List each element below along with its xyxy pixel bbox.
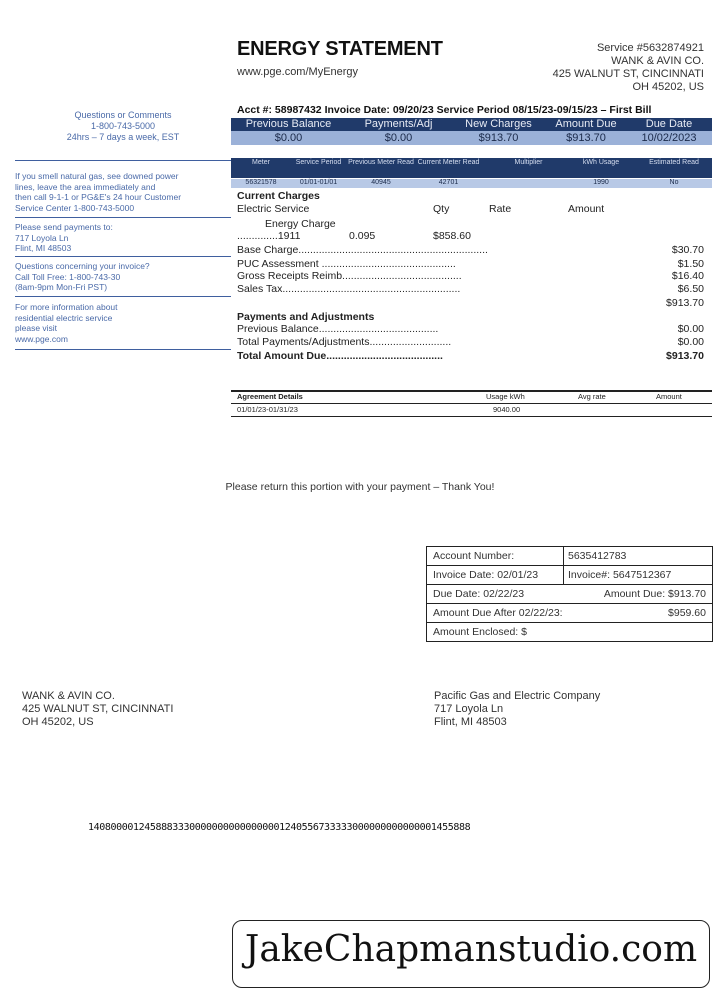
to-line-3: Flint, MI 48503: [434, 716, 507, 728]
divider: [15, 217, 231, 218]
meter-hdr: Current Meter Read: [417, 159, 480, 166]
from-line-1: WANK & AVIN CO.: [22, 690, 115, 702]
val-amount-due: $913.70: [566, 132, 606, 144]
website-url[interactable]: www.pge.com/MyEnergy: [237, 66, 359, 78]
sales-tax-label: Sales Tax.............................................................: [237, 283, 461, 295]
charges-section: [231, 190, 712, 365]
qty-header: Qty: [433, 203, 450, 215]
divider: [15, 160, 231, 161]
agreement-usage: 9040.00: [493, 405, 521, 414]
subtotal-amount: $913.70: [666, 297, 704, 309]
info-link[interactable]: www.pge.com: [15, 333, 68, 344]
cell-divider: [563, 547, 564, 565]
summary-values: [231, 131, 712, 145]
agreement-hdr-usage: Usage kWh: [486, 392, 525, 401]
meter-hdr: Service Period: [295, 159, 342, 166]
energy-charge-rate: 0.095: [349, 230, 376, 242]
service-number: Service #5632874921: [596, 42, 704, 54]
val-payments: $0.00: [384, 132, 413, 144]
puc-amount: $1.50: [677, 258, 704, 270]
payment-stub-table: [426, 546, 713, 642]
agreement-hdr-amount: Amount: [656, 392, 682, 401]
pay-line-2: 717 Loyola Ln: [15, 232, 69, 243]
meter-header: [231, 158, 712, 178]
agreement-period: 01/01/23-01/31/23: [237, 405, 298, 414]
stub-row-after: [427, 604, 712, 623]
hdr-amount-due: Amount Due: [555, 118, 617, 130]
gas-line-4: Service Center 1-800-743-5000: [15, 202, 135, 213]
energy-charge-amount: $858.60: [433, 230, 471, 242]
from-line-2: 425 WALNUT ST, CINCINNATI: [22, 703, 174, 715]
from-line-3: OH 45202, US: [22, 716, 94, 728]
customer-mailing-address: [22, 690, 173, 729]
divider: [231, 416, 712, 417]
stub-amount-enclosed[interactable]: Amount Enclosed: $: [433, 626, 527, 638]
questions-block: [15, 110, 231, 143]
payments-adjustments-title: Payments and Adjustments: [237, 311, 375, 323]
divider: [231, 403, 712, 404]
total-due-label: Total Amount Due........................................: [237, 350, 443, 362]
val-due-date: 10/02/2023: [641, 132, 697, 144]
meter-hdr: kWh Usage: [582, 159, 620, 166]
customer-city: OH 45202, US: [632, 81, 704, 93]
agreement-row: [231, 405, 712, 415]
gas-line-3: then call 9-1-1 or PG&E's 24 hour Customer: [15, 192, 182, 202]
to-line-1: Pacific Gas and Electric Company: [434, 690, 601, 702]
questions-title: Questions or Comments: [74, 110, 172, 120]
previous-balance-amount: $0.00: [677, 323, 704, 335]
gross-receipts-amount: $16.40: [671, 270, 704, 282]
meter-val: 01/01-01/01: [299, 179, 338, 186]
info-line-2: residential electric service: [15, 312, 113, 323]
hdr-due-date: Due Date: [645, 118, 693, 130]
total-payments-amount: $0.00: [677, 336, 704, 348]
energy-charge-label: Energy Charge: [265, 218, 336, 230]
hdr-new-charges: New Charges: [465, 118, 532, 130]
stub-row-account: [427, 547, 712, 566]
rate-header: Rate: [489, 203, 512, 215]
stub-account-label: Account Number:: [433, 550, 515, 562]
sales-tax-amount: $6.50: [677, 283, 704, 295]
statement-title: ENERGY STATEMENT: [237, 38, 443, 60]
info-line-1: For more information about: [15, 302, 118, 312]
agreement-hdr-details: Agreement Details: [237, 392, 303, 401]
meter-val: 56321578: [245, 179, 277, 186]
stub-row-invoice: [427, 566, 712, 585]
meter-val: No: [669, 179, 679, 186]
puc-label: PUC Assessment ..............................................: [237, 258, 456, 270]
gas-line-2: lines, leave the area immediately and: [15, 181, 156, 192]
invoice-questions-note: [15, 261, 231, 293]
stub-invoice-date: Invoice Date: 02/01/23: [433, 569, 539, 581]
watermark-text: JakeChapmanstudio.com: [244, 929, 698, 970]
meter-values: [231, 179, 712, 188]
to-line-2: 717 Loyola Ln: [434, 703, 504, 715]
base-charge-amount: $30.70: [671, 244, 704, 256]
inv-line-2: Call Toll Free: 1-800-743-30: [15, 271, 121, 282]
val-new-charges: $913.70: [478, 132, 519, 144]
gross-receipts-label: Gross Receipts Reimb.........................................: [237, 270, 462, 282]
meter-val: 1990: [593, 179, 609, 186]
previous-balance-label: Previous Balance.........................................: [237, 323, 439, 335]
stub-due-date: Due Date: 02/22/23: [433, 588, 525, 600]
more-info-note: [15, 302, 231, 344]
stub-account-value: 5635412783: [568, 550, 627, 562]
stub-amount-due: Amount Due: $913.70: [603, 588, 706, 600]
meter-val: 42701: [438, 179, 459, 186]
total-due-amount: $913.70: [666, 350, 704, 362]
account-info-line: Acct #: 58987432 Invoice Date: 09/20/23 Service Period 08/15/23-09/15/23 – First Bill: [237, 104, 652, 116]
current-charges-title: Current Charges: [237, 190, 320, 202]
inv-line-3: (8am-9pm Mon-Fri PST): [15, 282, 108, 292]
watermark-box: [232, 920, 710, 988]
service-address-block: [553, 42, 704, 94]
questions-hours: 24hrs – 7 days a week, EST: [66, 132, 180, 142]
energy-charge-qty: ..............1911: [237, 230, 301, 242]
agreement-hdr-rate: Avg rate: [578, 392, 606, 401]
divider: [15, 296, 231, 297]
return-portion-note: Please return this portion with your payment – Thank You!: [225, 481, 495, 493]
meter-hdr: Multiplier: [514, 159, 543, 166]
base-charge-label: Base Charge.................................................................: [237, 244, 488, 256]
info-line-3: please visit: [15, 323, 58, 333]
meter-val: 40945: [371, 179, 391, 186]
pay-line-3: Flint, MI 48503: [15, 243, 72, 253]
meter-hdr: Estimated Read: [649, 159, 699, 166]
customer-name: WANK & AVIN CO.: [611, 55, 704, 67]
remit-to-address: [434, 690, 600, 729]
hdr-payments: Payments/Adj: [364, 118, 433, 130]
cell-divider: [563, 566, 564, 584]
total-payments-label: Total Payments/Adjustments............................: [237, 336, 452, 348]
stub-invoice-number: Invoice#: 5647512367: [568, 569, 672, 581]
meter-hdr: Meter: [252, 159, 270, 166]
stub-row-enclosed[interactable]: [427, 623, 712, 641]
customer-street: 425 WALNUT ST, CINCINNATI: [552, 68, 704, 80]
stub-late-amount: $959.60: [668, 607, 706, 619]
ocr-scan-line: 14080000124588833300000000000000001240556733333000000000000001455888: [88, 822, 471, 833]
meter-hdr: Previous Meter Read: [348, 159, 414, 166]
questions-phone: 1-800-743-5000: [90, 121, 156, 131]
payment-address-note: [15, 222, 231, 254]
divider: [15, 349, 231, 350]
pay-line-1: Please send payments to:: [15, 222, 113, 232]
inv-line-1: Questions concerning your invoice?: [15, 261, 150, 271]
gas-safety-note: [15, 171, 231, 213]
divider: [15, 256, 231, 257]
electric-service-label: Electric Service: [237, 203, 310, 215]
hdr-previous-balance: Previous Balance: [245, 118, 332, 130]
amount-header: Amount: [568, 203, 605, 215]
summary-header: [231, 118, 712, 131]
stub-row-due: [427, 585, 712, 604]
gas-line-1: If you smell natural gas, see downed power: [15, 171, 179, 181]
stub-late-label: Amount Due After 02/22/23:: [433, 607, 563, 619]
val-previous-balance: $0.00: [274, 132, 303, 144]
agreement-header: [231, 392, 712, 402]
